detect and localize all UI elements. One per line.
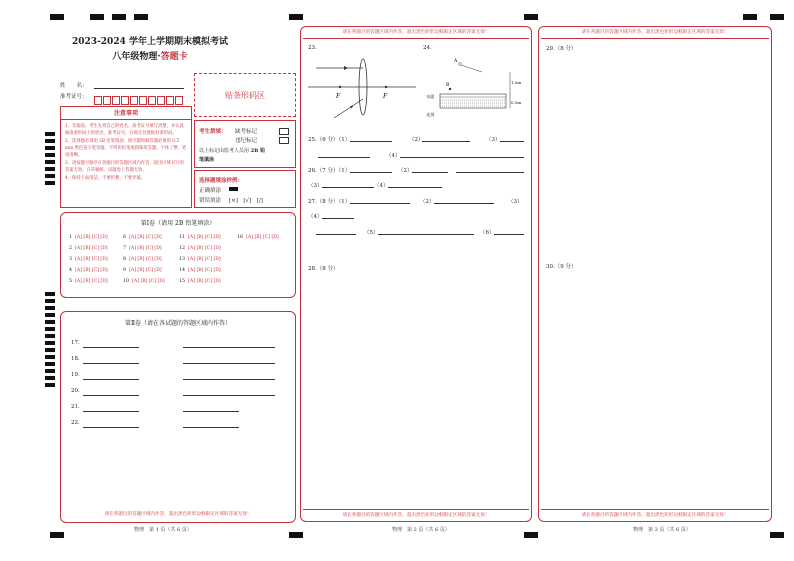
mcq-options[interactable]: [A] [B] [C] [D] <box>188 246 221 251</box>
mcq-options[interactable]: [A] [B] [C] [D] <box>188 235 221 240</box>
violation-label: 违纪标记 <box>235 138 258 144</box>
barcode-area <box>194 73 296 117</box>
fill-question-label: 17. <box>71 340 80 346</box>
mcq-number: 13 <box>179 257 186 262</box>
q27-part3: （3） <box>508 199 523 205</box>
q26-blank-2b[interactable] <box>456 172 524 173</box>
mcq-number: 14 <box>179 268 186 273</box>
mcq-options[interactable]: [A] [B] [C] [D] <box>75 235 108 240</box>
notice-box <box>60 106 192 208</box>
q27-blank-1[interactable] <box>350 203 410 204</box>
timing-mark <box>45 153 55 157</box>
mcq-options[interactable]: [A] [B] [C] [D] <box>188 268 221 273</box>
mcq-question-1[interactable] <box>69 235 108 240</box>
focus-left: F <box>336 92 341 100</box>
mcq-options[interactable]: [A] [B] [C] [D] <box>188 279 221 284</box>
mcq-options[interactable]: [A] [B] [C] [D] <box>129 268 162 273</box>
timing-mark <box>112 14 126 20</box>
mcq-question-2[interactable] <box>69 246 108 251</box>
q25-part2: （2） <box>409 137 424 143</box>
timing-mark <box>50 532 64 538</box>
section1-title: 第Ⅰ卷（请用 2B 铅笔填涂） <box>140 220 216 227</box>
timing-mark <box>524 532 538 538</box>
timing-mark <box>45 369 55 373</box>
mcq-number: 1 <box>69 235 73 240</box>
q27-blank-4[interactable] <box>322 218 354 219</box>
q27-blank-5[interactable] <box>378 234 474 235</box>
fill-question-label: 19. <box>71 372 80 378</box>
mcq-question-3[interactable] <box>69 257 108 262</box>
timing-mark <box>770 532 784 538</box>
q29-answer-area[interactable] <box>546 54 766 254</box>
mcq-number: 16 <box>237 235 244 240</box>
divider <box>303 509 529 510</box>
timing-mark <box>90 14 104 20</box>
timing-mark <box>770 14 784 20</box>
exam-id-label: 准考证号： <box>60 94 88 100</box>
timing-mark <box>45 320 55 324</box>
region-warning: 请在各题目的答题区域内作答，超出黑色矩形边框限定区域的答案无效！ <box>104 512 252 517</box>
mcq-options[interactable]: [A] [B] [C] [D] <box>129 257 162 262</box>
mcq-options[interactable]: [A] [B] [C] [D] <box>132 279 165 284</box>
fill-question-label: 20. <box>71 388 80 394</box>
barcode-label: 贴条形码区 <box>225 91 265 100</box>
section2-title: 第Ⅱ卷（请在各试题的答题区域内作答） <box>124 320 232 327</box>
fill-blank[interactable] <box>83 411 139 412</box>
timing-mark <box>45 348 55 352</box>
region-warning: 请在各题目的答题区域内作答，超出黑色矩形边框限定区域的答案无效！ <box>581 513 729 518</box>
q25-blank-2[interactable] <box>422 141 470 142</box>
q24-label: 24. <box>423 45 432 51</box>
fill-blank[interactable] <box>83 363 139 364</box>
fill-question-label: 18. <box>71 356 80 362</box>
q27-blank-2[interactable] <box>434 203 494 204</box>
q25-label: 25.（6 分）（1） <box>308 137 351 143</box>
fig-water-label: 水面 <box>426 94 435 99</box>
mcq-number: 12 <box>179 246 186 251</box>
status-note-end: 笔填涂 <box>199 157 215 163</box>
divider <box>303 38 529 39</box>
mcq-options[interactable]: [A] [B] [C] [D] <box>75 257 108 262</box>
q25-part4: （4） <box>386 153 401 159</box>
notice-item: 1．答题前，考生先将自己的姓名，准考证号填写清楚，并认真核准条形码上的姓名、准考证号，在规定位置贴好条形码。 <box>65 124 184 137</box>
q27-part2: （2） <box>420 199 435 205</box>
page2-footer: 物理 第 2 页（共 6 页） <box>392 527 450 533</box>
q25-blank-3[interactable] <box>500 141 524 142</box>
mcq-number: 4 <box>69 268 73 273</box>
q30-answer-area[interactable] <box>546 272 766 506</box>
timing-mark <box>45 376 55 380</box>
mcq-question-5[interactable] <box>69 279 108 284</box>
fig-label-a: A <box>454 59 458 64</box>
mcq-options[interactable]: [A] [B] [C] [D] <box>75 246 108 251</box>
fill-blank[interactable] <box>183 411 239 412</box>
timing-mark <box>524 14 538 20</box>
mcq-question-10[interactable] <box>123 279 165 284</box>
region-warning: 请在各题目的答题区域内作答，超出黑色矩形边框限定区域的答案无效！ <box>342 30 490 35</box>
q26-blank-2[interactable] <box>412 172 448 173</box>
q27-part5: （5） <box>364 230 379 236</box>
exam-subtitle <box>60 49 240 62</box>
notice-title: 注意事项 <box>61 107 191 120</box>
mcq-question-6[interactable] <box>123 235 162 240</box>
notice-list <box>61 120 191 186</box>
fill-correct-label: 正确填涂 <box>199 188 222 194</box>
fill-blank[interactable] <box>183 427 239 428</box>
q27-part6: （6） <box>480 230 495 236</box>
mcq-number: 6 <box>123 235 127 240</box>
pool-diagram <box>424 54 528 120</box>
status-note: 以上标记由监考人员用 2B 铅 <box>199 148 266 154</box>
timing-mark <box>45 383 55 387</box>
mcq-options[interactable]: [A] [B] [C] [D] <box>75 279 108 284</box>
fill-blank[interactable] <box>83 395 139 396</box>
fill-blank[interactable] <box>221 379 275 380</box>
timing-mark <box>45 167 55 171</box>
violation-checkbox[interactable] <box>279 137 289 144</box>
timing-mark <box>50 14 64 20</box>
mcq-number: 3 <box>69 257 73 262</box>
divider <box>541 38 769 39</box>
timing-mark <box>45 160 55 164</box>
fill-blank[interactable] <box>83 379 139 380</box>
q28-label: 28.（8 分） <box>308 266 339 272</box>
mcq-question-7[interactable] <box>123 246 162 251</box>
timing-mark <box>289 14 303 20</box>
timing-mark <box>45 362 55 366</box>
q27-blank-4b[interactable] <box>316 234 356 235</box>
mcq-options[interactable]: [A] [B] [C] [D] <box>129 235 162 240</box>
timing-mark <box>45 292 55 296</box>
timing-mark <box>45 355 55 359</box>
fill-question-label: 22. <box>71 420 80 426</box>
mcq-question-4[interactable] <box>69 268 108 273</box>
timing-mark <box>45 341 55 345</box>
notice-item: 3．请按题号顺序在各题目的答题区域内作答，超出区域书写的答案无效；在草稿纸、试题卷上答题无效。 <box>65 161 184 174</box>
subtitle-main: 八年级物理 <box>112 52 158 62</box>
fig-screen-label: 光屏 <box>426 112 435 117</box>
mcq-options[interactable]: [A] [B] [C] [D] <box>188 257 221 262</box>
fill-question-label: 21. <box>71 404 80 410</box>
name-label: 姓 名： <box>60 83 88 89</box>
section2-box <box>60 311 296 523</box>
q25-blank-1[interactable] <box>350 141 392 142</box>
timing-mark <box>45 132 55 136</box>
fill-correct-mark <box>229 187 238 191</box>
mcq-question-15[interactable] <box>179 279 221 284</box>
q26-blank-3[interactable] <box>322 187 374 188</box>
fill-wrong-label: 错误填涂 <box>199 198 222 204</box>
timing-mark <box>45 146 55 150</box>
mcq-question-14[interactable] <box>179 268 221 273</box>
fill-sample-title: 选择题填涂样例： <box>199 178 244 184</box>
mcq-question-12[interactable] <box>179 246 221 251</box>
mcq-question-16[interactable] <box>237 235 279 240</box>
subtitle-dot: · <box>157 52 161 62</box>
fill-blank[interactable] <box>221 363 275 364</box>
q27-label: 27.（8 分）（1） <box>308 199 351 205</box>
mcq-options[interactable]: [A] [B] [C] [D] <box>246 235 279 240</box>
mcq-question-13[interactable] <box>179 257 221 262</box>
fig-top-height: 1.0m <box>511 80 522 85</box>
q23-label: 23. <box>308 45 317 51</box>
fill-sample-box <box>194 170 296 208</box>
q27-blank-6[interactable] <box>494 234 524 235</box>
mcq-number: 2 <box>69 246 73 251</box>
mcq-number: 9 <box>123 268 127 273</box>
q26-blank-4[interactable] <box>388 187 442 188</box>
region-warning: 请在各题目的答题区域内作答，超出黑色矩形边框限定区域的答案无效！ <box>581 30 729 35</box>
q25-blank-4[interactable] <box>400 157 524 158</box>
subtitle-answer-card: 答题卡 <box>160 52 188 62</box>
fill-blank[interactable] <box>83 427 139 428</box>
notice-item: 4．保持卡面清洁，不要折叠、不要弄破。 <box>65 175 146 181</box>
mcq-question-9[interactable] <box>123 268 162 273</box>
name-field[interactable] <box>94 88 184 89</box>
q26-part3: （3） <box>308 183 323 189</box>
timing-mark <box>134 14 148 20</box>
mcq-number: 10 <box>123 279 130 284</box>
mcq-number: 11 <box>179 235 186 240</box>
fill-blank[interactable] <box>221 347 275 348</box>
q25-blank-3b[interactable] <box>318 157 370 158</box>
mcq-number: 8 <box>123 257 127 262</box>
q26-part2: （2） <box>398 168 413 174</box>
absent-label: 缺考标记 <box>235 129 258 135</box>
timing-mark <box>45 313 55 317</box>
q26-part4: （4） <box>374 183 389 189</box>
q27-part4: （4） <box>308 214 323 220</box>
timing-mark <box>45 174 55 178</box>
fill-blank[interactable] <box>221 395 275 396</box>
mcq-options[interactable]: [A] [B] [C] [D] <box>75 268 108 273</box>
timing-mark <box>45 299 55 303</box>
q29-label: 29.（8 分） <box>546 46 577 52</box>
fig-bottom-depth: 0.5m <box>511 100 522 105</box>
lens-diagram <box>306 54 418 124</box>
fig-label-b: B <box>446 83 450 88</box>
focus-right: F <box>383 92 388 100</box>
exam-title: 2023-2024 学年上学期期末模拟考试 <box>72 37 228 47</box>
status-label: 考生禁填： <box>199 129 227 135</box>
page3-footer: 物理 第 3 页（共 6 页） <box>633 527 691 533</box>
fill-wrong-marks: [×] [√] [/] <box>229 198 263 204</box>
page1-footer: 物理 第 1 页（共 6 页） <box>134 527 192 533</box>
timing-mark <box>45 327 55 331</box>
q26-blank-1[interactable] <box>350 172 392 173</box>
section1-box <box>60 212 296 298</box>
timing-mark <box>45 181 55 185</box>
fill-blank[interactable] <box>83 347 139 348</box>
timing-mark <box>45 306 55 310</box>
notice-item: 2．选择题必须用 2B 铅笔填涂；填空题和解答题必须用 0.5 mm 黑色签字笔答题，不得用铅笔或圆珠笔答题；字体工整、笔迹清晰。 <box>65 138 187 159</box>
mcq-number: 15 <box>179 279 186 284</box>
timing-mark <box>743 14 757 20</box>
timing-mark <box>45 334 55 338</box>
q30-label: 30.（9 分） <box>546 264 577 270</box>
q28-answer-area[interactable] <box>308 272 526 504</box>
region-warning: 请在各题目的答题区域内作答，超出黑色矩形边框限定区域的答案无效！ <box>342 513 490 518</box>
timing-mark <box>45 139 55 143</box>
status-box <box>194 120 296 168</box>
divider <box>541 509 769 510</box>
absent-checkbox[interactable] <box>279 128 289 135</box>
mcq-number: 7 <box>123 246 127 251</box>
q26-label: 26.（7 分）（1） <box>308 168 351 174</box>
q25-part3: （3） <box>486 137 501 143</box>
timing-mark <box>289 532 303 538</box>
mcq-question-8[interactable] <box>123 257 162 262</box>
mcq-options[interactable]: [A] [B] [C] [D] <box>129 246 162 251</box>
mcq-number: 5 <box>69 279 73 284</box>
mcq-question-11[interactable] <box>179 235 221 240</box>
